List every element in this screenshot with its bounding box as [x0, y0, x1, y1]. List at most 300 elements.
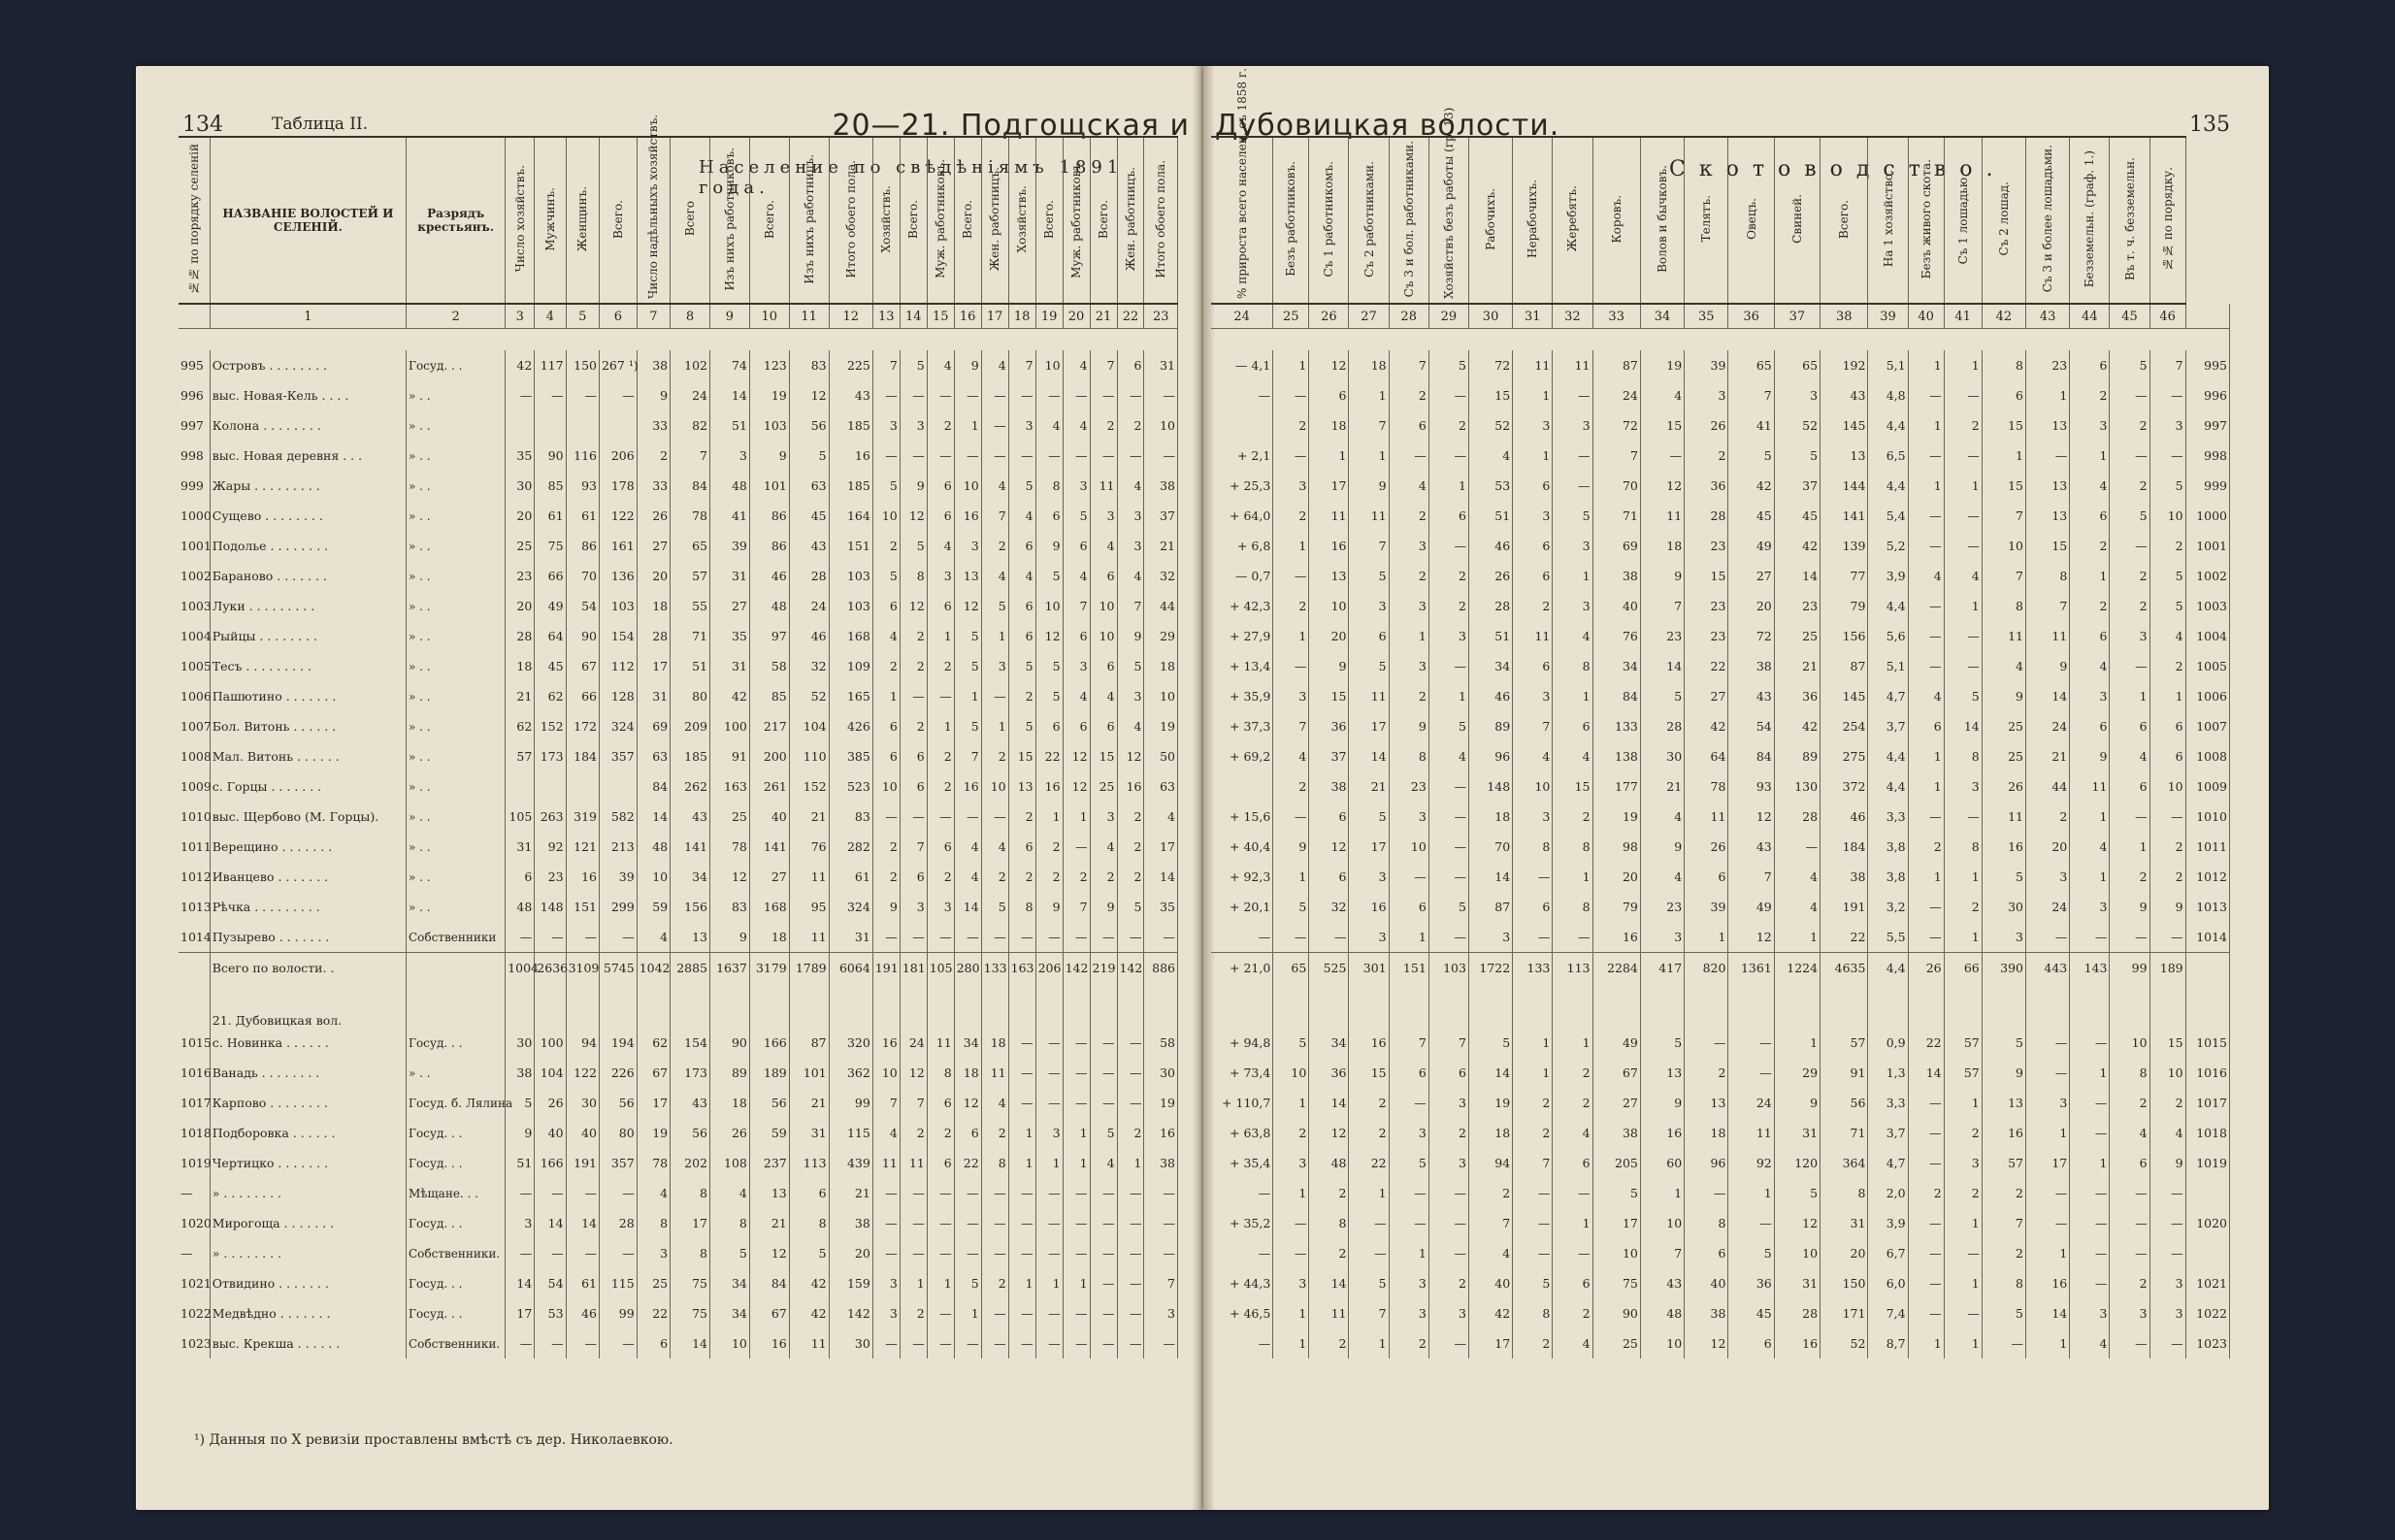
left-col-number: 10	[749, 304, 789, 329]
table-cell: 78	[671, 501, 710, 531]
left-col-header-label: Хозяйствъ.	[1015, 184, 1030, 253]
table-cell: 2	[2149, 531, 2185, 561]
table-cell: 1	[1428, 681, 1468, 711]
table-cell: Собственники	[407, 922, 506, 953]
table-cell: 11	[1090, 471, 1117, 501]
right-col-number: 25	[1273, 304, 1309, 329]
table-cell: 1	[1309, 441, 1349, 471]
table-cell: —	[1944, 531, 1982, 561]
table-cell: 29	[1144, 621, 1178, 651]
table-cell: 362	[829, 1058, 872, 1088]
table-cell: + 21,0	[1211, 953, 1273, 984]
table-cell: 2	[2070, 380, 2110, 410]
table-cell: 10	[1035, 350, 1063, 380]
left-col-header-11	[789, 137, 829, 304]
table-cell: 150	[1821, 1268, 1868, 1298]
table-cell: 2	[1944, 1178, 1982, 1208]
table-cell: 4,8	[1868, 380, 1908, 410]
table-cell: 12	[1309, 832, 1349, 862]
table-cell: 1789	[789, 953, 829, 984]
table-cell: 89	[1468, 711, 1512, 741]
table-cell: 23	[1685, 531, 1728, 561]
table-cell: —	[872, 922, 900, 953]
table-cell: 18	[506, 651, 535, 681]
table-cell: 5,5	[1868, 922, 1908, 953]
table-cell: 8	[2026, 561, 2070, 591]
table-cell: 48	[710, 471, 750, 501]
table-cell: 4	[1908, 561, 1944, 591]
table-cell: —	[2110, 922, 2149, 953]
table-cell: 1	[1008, 1148, 1035, 1178]
left-col-header-label: Итого обоего пола.	[1154, 159, 1168, 279]
table-cell: —	[1944, 621, 1982, 651]
table-cell: 100	[535, 1028, 566, 1058]
table-cell: 390	[1982, 953, 2025, 984]
table-cell	[637, 983, 670, 1028]
table-cell: 63	[1144, 771, 1178, 802]
table-cell: 121	[566, 832, 599, 862]
table-cell: 13	[1685, 1088, 1728, 1118]
table-cell: 1021	[179, 1268, 210, 1298]
table-cell: 38	[1144, 1148, 1178, 1178]
table-cell: 6	[1309, 862, 1349, 892]
table-cell: 2	[1273, 591, 1309, 621]
table-cell: 226	[599, 1058, 637, 1088]
table-cell: —	[1063, 1088, 1090, 1118]
table-cell: + 73,4	[1211, 1058, 1273, 1088]
table-cell: 10	[2110, 1028, 2149, 1058]
table-row	[1211, 621, 2230, 651]
table-cell: 4	[1008, 561, 1035, 591]
table-cell: 23	[535, 862, 566, 892]
table-cell: —	[900, 1178, 927, 1208]
table-cell: 2	[872, 832, 900, 862]
table-cell: 2	[1468, 1178, 1512, 1208]
table-cell: 31	[637, 681, 670, 711]
table-cell: 89	[1774, 741, 1820, 771]
table-cell: 282	[829, 832, 872, 862]
table-cell: 4	[1117, 711, 1144, 741]
table-cell	[900, 983, 927, 1028]
table-cell: 142	[829, 1298, 872, 1328]
table-cell: 120	[1774, 1148, 1820, 1178]
table-cell: 1	[1063, 1268, 1090, 1298]
table-cell: 6	[1982, 380, 2025, 410]
table-cell: 51	[1468, 621, 1512, 651]
table-cell: —	[1428, 1238, 1468, 1268]
table-cell: 62	[535, 681, 566, 711]
table-cell: 9	[2110, 892, 2149, 922]
table-cell: 14	[1468, 862, 1512, 892]
table-cell: —	[1685, 1028, 1728, 1058]
table-cell: 115	[599, 1268, 637, 1298]
table-cell: 4635	[1821, 953, 1868, 984]
table-cell: » . .	[407, 471, 506, 501]
table-cell: 36	[1685, 471, 1728, 501]
table-cell: 2	[872, 651, 900, 681]
table-cell: 3	[1513, 410, 1553, 441]
table-cell: 5,4	[1868, 501, 1908, 531]
table-cell: 5	[789, 441, 829, 471]
table-cell: 28	[1640, 711, 1684, 741]
table-cell: 28	[789, 561, 829, 591]
table-cell: 43	[671, 1088, 710, 1118]
table-cell: 995	[179, 350, 210, 380]
right-col-number: 35	[1685, 304, 1728, 329]
table-cell: 173	[671, 1058, 710, 1088]
table-cell: 42	[1774, 531, 1820, 561]
table-cell: 1	[900, 1268, 927, 1298]
table-cell: —	[1553, 1178, 1592, 1208]
table-cell: 93	[1728, 771, 1774, 802]
table-cell: Госуд. . .	[407, 1268, 506, 1298]
table-cell: 4	[1908, 681, 1944, 711]
table-cell: 9	[2149, 1148, 2185, 1178]
table-cell: 56	[1821, 1088, 1868, 1118]
table-cell: 48	[749, 591, 789, 621]
left-col-header-16	[954, 137, 981, 304]
table-label: Таблица II.	[272, 115, 369, 134]
table-cell: 12	[1117, 741, 1144, 771]
table-row	[179, 501, 1178, 531]
table-cell: 2	[1349, 1118, 1389, 1148]
table-cell: 11	[1309, 1298, 1349, 1328]
table-cell: —	[872, 1178, 900, 1208]
right-col-number: 39	[1868, 304, 1908, 329]
table-cell: 13	[1309, 561, 1349, 591]
table-cell: —	[2070, 1238, 2110, 1268]
table-cell: 3	[1468, 922, 1512, 953]
table-cell	[2185, 953, 2229, 984]
table-cell: —	[1389, 862, 1428, 892]
table-cell: 3	[1428, 1088, 1468, 1118]
table-cell: 5	[2149, 591, 2185, 621]
table-cell: 4	[1774, 892, 1820, 922]
table-cell: 3	[1117, 501, 1144, 531]
table-cell: —	[1211, 922, 1273, 953]
table-cell: 2	[1513, 1088, 1553, 1118]
table-cell: 59	[749, 1118, 789, 1148]
table-cell: 5	[981, 892, 1008, 922]
table-row	[179, 410, 1178, 441]
table-cell: » . .	[407, 591, 506, 621]
table-cell: 3	[1553, 531, 1592, 561]
table-cell: 6	[637, 1328, 670, 1359]
left-col-header-8	[671, 137, 710, 304]
table-cell: 275	[1821, 741, 1868, 771]
table-cell: —	[981, 1178, 1008, 1208]
table-cell: 1	[1685, 922, 1728, 953]
table-cell: —	[1008, 1208, 1035, 1238]
table-row	[1211, 471, 2230, 501]
table-cell: —	[1035, 1238, 1063, 1268]
table-row	[1211, 953, 2230, 984]
table-cell: 4,7	[1868, 681, 1908, 711]
table-cell: 1722	[1468, 953, 1512, 984]
table-cell: 173	[535, 741, 566, 771]
table-cell: —	[1035, 441, 1063, 471]
table-cell: 1023	[2185, 1328, 2229, 1359]
table-cell: 3	[1063, 471, 1090, 501]
table-cell: 56	[671, 1118, 710, 1148]
table-cell: 12	[900, 501, 927, 531]
table-cell: 49	[1728, 892, 1774, 922]
table-cell: 4	[637, 922, 670, 953]
table-cell: 5	[1008, 711, 1035, 741]
table-cell: 2	[1428, 591, 1468, 621]
table-cell: —	[1063, 832, 1090, 862]
table-cell: 2	[2070, 531, 2110, 561]
table-cell: 5	[2149, 471, 2185, 501]
table-cell: 2	[927, 862, 954, 892]
table-cell: 6	[2110, 711, 2149, 741]
table-cell: 6	[1008, 531, 1035, 561]
table-cell: —	[900, 380, 927, 410]
table-cell: 3	[1063, 651, 1090, 681]
table-cell: 43	[829, 380, 872, 410]
table-cell: 5	[1008, 471, 1035, 501]
table-cell: 45	[535, 651, 566, 681]
table-cell	[2149, 983, 2185, 1028]
left-col-number: 7	[637, 304, 670, 329]
table-cell: —	[1090, 1058, 1117, 1088]
table-cell: 12	[710, 862, 750, 892]
table-cell: 7	[1349, 1298, 1389, 1328]
table-cell: 156	[1821, 621, 1868, 651]
table-cell: —	[535, 1238, 566, 1268]
table-cell: 144	[1821, 471, 1868, 501]
table-cell: 385	[829, 741, 872, 771]
table-cell: 14	[1908, 1058, 1944, 1088]
table-cell: 7	[1640, 591, 1684, 621]
table-cell: 19	[1144, 1088, 1178, 1118]
table-cell: 6	[1553, 711, 1592, 741]
table-cell: 28	[1774, 802, 1820, 832]
table-cell: —	[1117, 1238, 1144, 1268]
table-cell: 998	[2185, 441, 2229, 471]
table-cell: 5	[981, 591, 1008, 621]
table-cell: 1	[1389, 1238, 1428, 1268]
table-cell: —	[872, 441, 900, 471]
table-cell: —	[1090, 922, 1117, 953]
left-col-header-19	[1035, 137, 1063, 304]
table-cell	[1908, 983, 1944, 1028]
table-cell: 17	[671, 1208, 710, 1238]
table-cell: 38	[506, 1058, 535, 1088]
table-cell: 1	[2070, 862, 2110, 892]
right-col-header-19	[2026, 137, 2070, 304]
table-cell: 7	[1144, 1268, 1178, 1298]
table-cell: 582	[599, 802, 637, 832]
table-cell: 1003	[179, 591, 210, 621]
table-cell: 26	[710, 1118, 750, 1148]
table-cell: 3	[2149, 410, 2185, 441]
table-cell: —	[1035, 1328, 1063, 1359]
table-cell: —	[506, 1328, 535, 1359]
table-cell: 72	[1468, 350, 1512, 380]
table-cell: 42	[1685, 711, 1728, 741]
table-cell: 9	[1309, 651, 1349, 681]
table-row	[1211, 380, 2230, 410]
table-cell: 1	[1944, 1328, 1982, 1359]
table-cell: 108	[710, 1148, 750, 1178]
table-cell: 56	[599, 1088, 637, 1118]
table-cell: —	[1063, 1028, 1090, 1058]
table-cell: —	[1008, 380, 1035, 410]
table-cell: 5	[1117, 892, 1144, 922]
table-cell: —	[1908, 1208, 1944, 1238]
table-cell: 10	[1513, 771, 1553, 802]
table-cell: 4	[1468, 1238, 1512, 1268]
table-cell	[749, 983, 789, 1028]
table-cell: 324	[599, 711, 637, 741]
table-cell: 5	[1774, 441, 1820, 471]
table-cell: —	[1908, 1298, 1944, 1328]
table-cell: 2	[1273, 771, 1309, 802]
table-cell: 2	[1389, 501, 1428, 531]
table-cell: 1	[1273, 531, 1309, 561]
right-col-header-21	[2110, 137, 2149, 304]
table-cell: 17	[637, 651, 670, 681]
table-cell: 9	[637, 380, 670, 410]
table-cell: 84	[749, 1268, 789, 1298]
table-cell: 1	[1063, 1148, 1090, 1178]
table-cell: » . .	[407, 771, 506, 802]
table-cell: 8,7	[1868, 1328, 1908, 1359]
table-cell: 4	[1553, 621, 1592, 651]
table-cell: 16	[1035, 771, 1063, 802]
table-cell	[599, 410, 637, 441]
table-row	[179, 651, 1178, 681]
table-cell: —	[954, 802, 981, 832]
table-cell: 6	[1685, 862, 1728, 892]
table-cell: 3	[927, 892, 954, 922]
table-cell: 21	[789, 1088, 829, 1118]
table-cell: 1	[2110, 681, 2149, 711]
table-cell: 2	[2110, 862, 2149, 892]
table-cell: 8	[1982, 1268, 2025, 1298]
table-cell	[1468, 983, 1512, 1028]
table-cell: 20	[1728, 591, 1774, 621]
table-cell: —	[506, 1178, 535, 1208]
table-cell: 996	[179, 380, 210, 410]
table-cell: 15	[2026, 531, 2070, 561]
table-cell: 19	[637, 1118, 670, 1148]
table-cell: 1	[1944, 591, 1982, 621]
right-col-number: 32	[1553, 304, 1592, 329]
table-cell: Госуд. . .	[407, 1148, 506, 1178]
table-cell: 3,7	[1868, 711, 1908, 741]
table-cell: 84	[637, 771, 670, 802]
table-cell	[671, 983, 710, 1028]
table-cell: 6	[506, 862, 535, 892]
table-cell: 15	[1008, 741, 1035, 771]
table-cell: 3	[1117, 681, 1144, 711]
table-cell: 40	[1592, 591, 1640, 621]
left-col-header-7	[637, 114, 670, 304]
table-cell: 7	[1468, 1208, 1512, 1238]
table-cell: + 40,4	[1211, 832, 1273, 862]
table-cell: 16	[1117, 771, 1144, 802]
right-col-header-label: Овецъ.	[1744, 198, 1758, 240]
table-cell: 995	[2185, 350, 2229, 380]
table-cell: 1	[1553, 1028, 1592, 1058]
table-cell: 2	[1273, 501, 1309, 531]
table-cell: 26	[1685, 410, 1728, 441]
table-cell: 30	[506, 471, 535, 501]
table-cell: —	[506, 1238, 535, 1268]
table-cell: —	[1090, 1328, 1117, 1359]
table-cell: 87	[789, 1028, 829, 1058]
table-cell: 67	[637, 1058, 670, 1088]
table-cell: 6	[927, 1148, 954, 1178]
table-cell: 3,2	[1868, 892, 1908, 922]
table-cell: 9	[1640, 561, 1684, 591]
table-cell: 1361	[1728, 953, 1774, 984]
left-col-header-3	[506, 137, 535, 304]
table-cell: 5	[1982, 1298, 2025, 1328]
table-cell: 16	[1774, 1328, 1820, 1359]
left-col-number: 14	[900, 304, 927, 329]
table-cell: 10	[872, 1058, 900, 1088]
table-cell: 191	[566, 1148, 599, 1178]
table-cell: 152	[535, 711, 566, 741]
table-cell: —	[900, 1238, 927, 1268]
table-cell: 113	[789, 1148, 829, 1178]
table-cell: 7	[1592, 441, 1640, 471]
table-cell: 194	[599, 1028, 637, 1058]
table-cell: 12	[1309, 1118, 1349, 1148]
table-cell: —	[927, 922, 954, 953]
table-cell: 3	[872, 1298, 900, 1328]
table-cell: 3	[2070, 410, 2110, 441]
table-cell: 15	[1468, 380, 1512, 410]
table-cell	[1640, 983, 1684, 1028]
table-cell: 148	[1468, 771, 1512, 802]
table-cell: 172	[566, 711, 599, 741]
table-cell: 3	[1389, 1268, 1428, 1298]
table-row	[179, 862, 1178, 892]
table-cell: 1	[1428, 471, 1468, 501]
table-cell: 16	[1640, 1118, 1684, 1148]
right-col-header-7	[1513, 137, 1553, 304]
table-cell: 6	[2070, 621, 2110, 651]
table-cell: 20	[2026, 832, 2070, 862]
table-cell: 14	[710, 380, 750, 410]
table-cell: 2	[1309, 1238, 1349, 1268]
table-cell: Госуд. б. Лялина	[407, 1088, 506, 1118]
left-col-header-20	[1063, 137, 1090, 304]
table-cell: 6	[1090, 561, 1117, 591]
table-cell: 109	[829, 651, 872, 681]
table-cell: 1	[1513, 380, 1553, 410]
table-cell: —	[981, 410, 1008, 441]
table-cell: 2	[1553, 1058, 1592, 1088]
table-cell: 4	[1090, 531, 1117, 561]
table-cell: 64	[535, 621, 566, 651]
table-cell: 6	[1728, 1328, 1774, 1359]
left-col-header-label: Всего.	[1097, 199, 1111, 239]
table-cell: 6	[1008, 591, 1035, 621]
table-cell: 105	[506, 802, 535, 832]
table-cell: 20	[1309, 621, 1349, 651]
table-cell: 14	[1349, 741, 1389, 771]
table-cell: 1013	[179, 892, 210, 922]
table-cell: 21	[506, 681, 535, 711]
table-cell: 8	[789, 1208, 829, 1238]
table-cell: 75	[671, 1298, 710, 1328]
table-cell: 10	[1090, 591, 1117, 621]
